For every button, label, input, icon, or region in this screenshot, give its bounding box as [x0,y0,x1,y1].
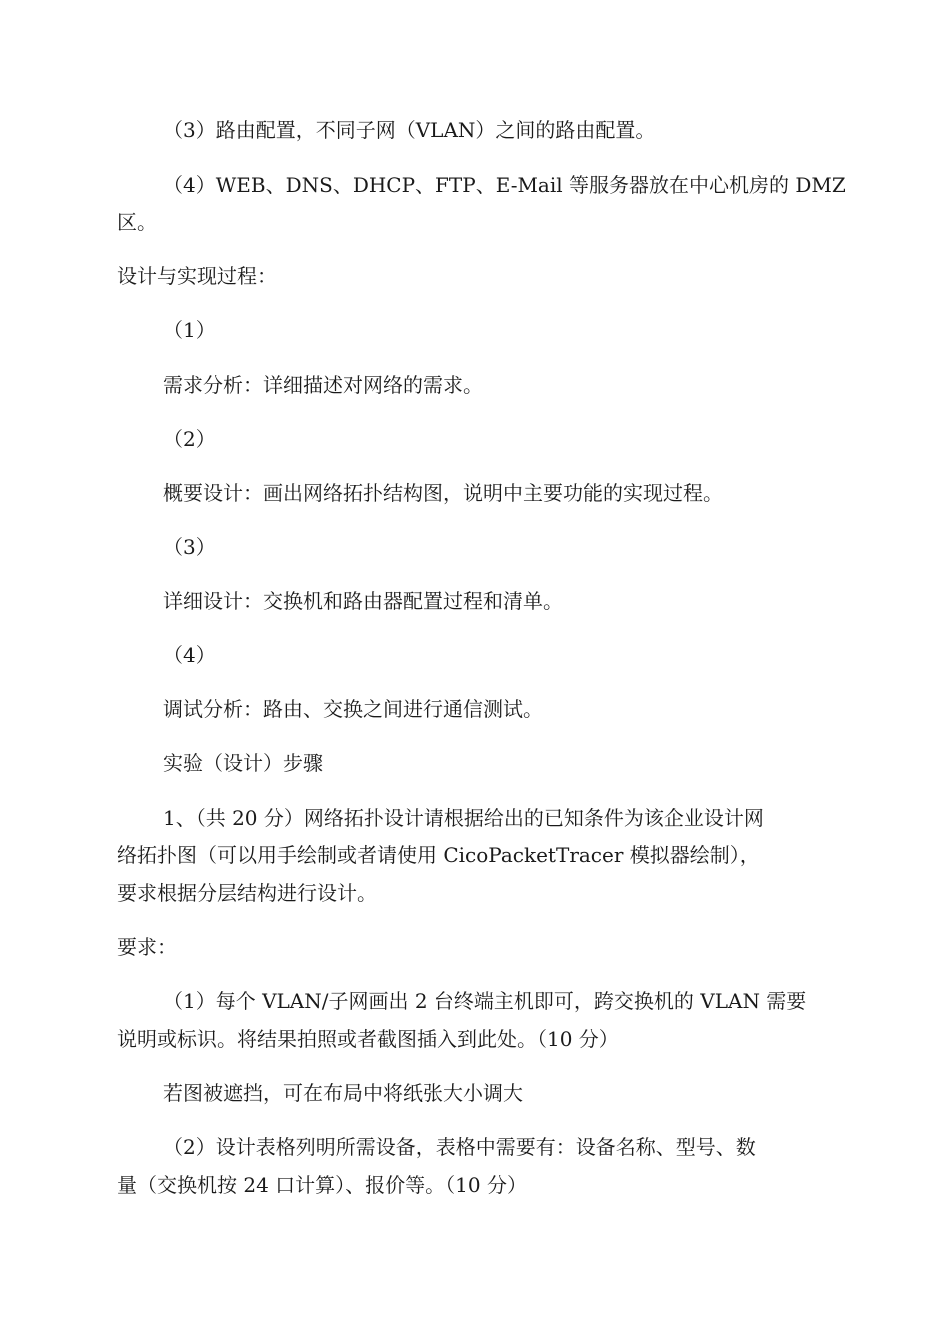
paragraph-requirement-1-cont: 说明或标识。将结果拍照或者截图插入到此处。（10 分） [117,1027,619,1051]
item-requirements-analysis: 需求分析：详细描述对网络的需求。 [163,373,483,397]
item-number-2: （2） [163,427,216,451]
paragraph-requirement-2: （2）设计表格列明所需设备，表格中需要有：设备名称、型号、数 [163,1135,756,1159]
paragraph-servers-dmz: （4）WEB、DNS、DHCP、FTP、E-Mail 等服务器放在中心机房的 DMZ [163,173,846,197]
paragraph-requirement-1: （1）每个 VLAN/子网画出 2 台终端主机即可，跨交换机的 VLAN 需要 [163,989,807,1013]
paragraph-requirement-2-cont: 量（交换机按 24 口计算）、报价等。（10 分） [117,1173,527,1197]
paragraph-topology-task: 1、（共 20 分）网络拓扑设计请根据给出的已知条件为该企业设计网 [163,806,764,830]
paragraph-topology-task-cont2: 要求根据分层结构进行设计。 [117,881,377,905]
item-debug-analysis: 调试分析：路由、交换之间进行通信测试。 [163,697,543,721]
paragraph-topology-task-cont1: 络拓扑图（可以用手绘制或者请使用 CicoPacketTracer 模拟器绘制）， [117,843,760,867]
paragraph-note-paper-size: 若图被遮挡，可在布局中将纸张大小调大 [163,1081,523,1105]
paragraph-servers-dmz-cont: 区。 [117,210,157,234]
section-heading-requirements: 要求： [117,935,177,959]
item-number-3: （3） [163,535,216,559]
paragraph-routing-config: （3）路由配置，不同子网（VLAN）之间的路由配置。 [163,118,656,142]
item-number-4: （4） [163,643,216,667]
item-detailed-design: 详细设计：交换机和路由器配置过程和清单。 [163,589,563,613]
item-outline-design: 概要设计：画出网络拓扑结构图，说明中主要功能的实现过程。 [163,481,723,505]
section-heading-steps: 实验（设计）步骤 [163,751,323,775]
item-number-1: （1） [163,318,216,342]
section-heading-design: 设计与实现过程： [117,264,277,288]
